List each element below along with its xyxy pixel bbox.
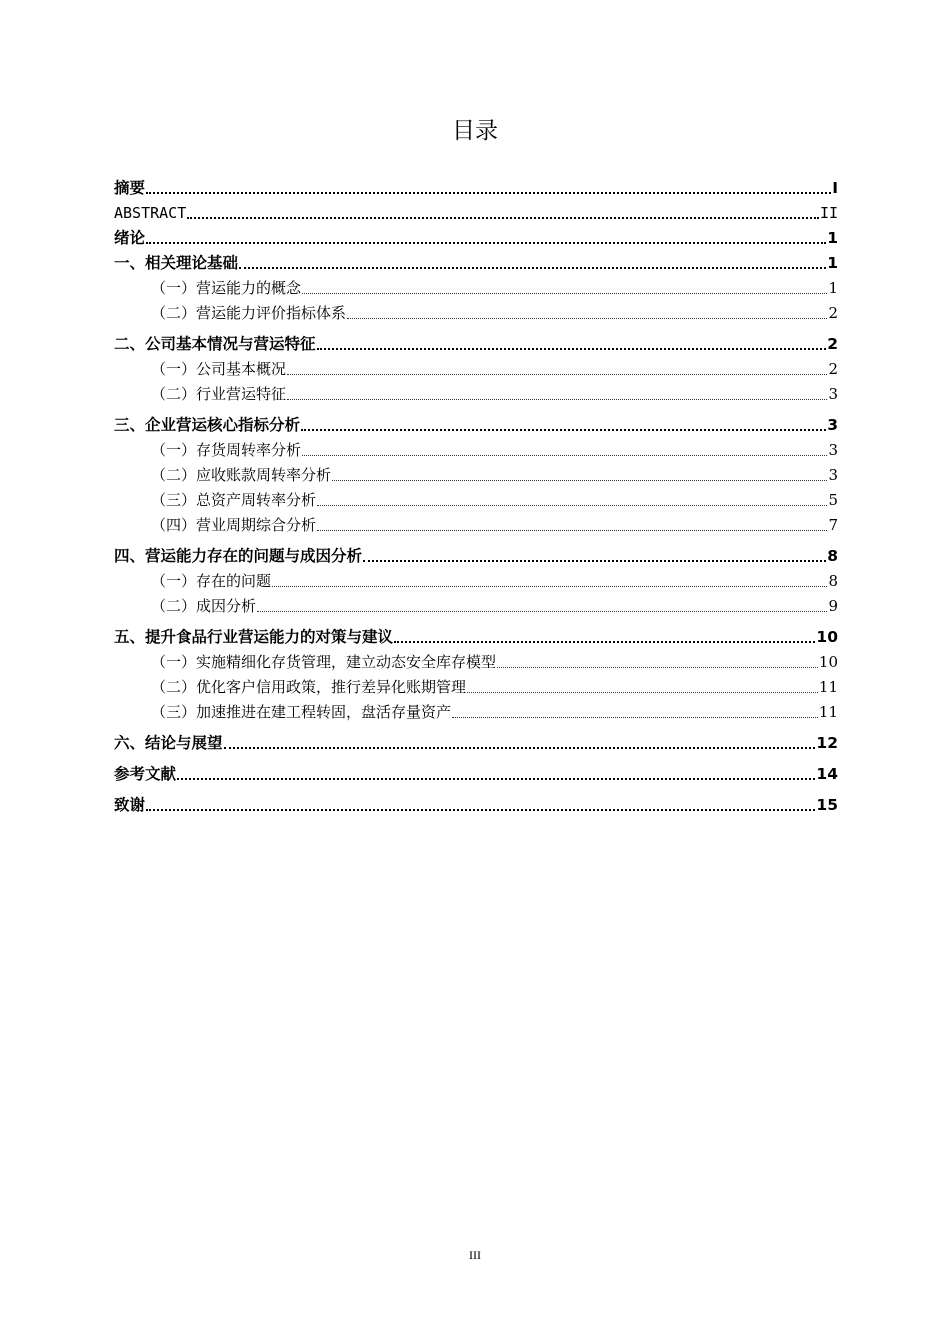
toc-entry-page-number: 1 [827, 254, 838, 272]
toc-entry-page-number: 7 [828, 516, 838, 534]
toc-dot-leader [287, 399, 827, 400]
toc-entry-page-number: 14 [816, 765, 838, 783]
toc-entry-title: （二）营运能力评价指标体系 [151, 304, 347, 322]
toc-entry-page-number: 3 [828, 466, 838, 484]
toc-dot-leader [146, 242, 826, 244]
toc-entry-title: 一、相关理论基础 [114, 254, 239, 272]
toc-entry-page-number: 10 [816, 628, 838, 646]
toc-entry-title: ABSTRACT [114, 204, 187, 222]
toc-entry-title: （三）加速推进在建工程转固，盘活存量资产 [151, 703, 452, 721]
toc-dot-leader [257, 611, 827, 612]
toc-entry-title: （一）公司基本概况 [151, 360, 287, 378]
toc-entry-chapter[interactable] [114, 793, 838, 818]
toc-entry-title: （二）成因分析 [151, 597, 257, 615]
toc-dot-leader [287, 374, 827, 375]
toc-entry-page-number: 3 [827, 416, 838, 434]
toc-entry-section[interactable] [114, 513, 838, 538]
table-of-contents [114, 176, 838, 818]
toc-entry-chapter[interactable] [114, 251, 838, 276]
toc-entry-section[interactable] [114, 438, 838, 463]
toc-entry-section[interactable] [114, 276, 838, 301]
toc-entry-page-number: 2 [827, 335, 838, 353]
toc-entry-page-number: 11 [818, 678, 838, 696]
page-title: 目录 [452, 118, 498, 144]
toc-entry-title: 五、提升食品行业营运能力的对策与建议 [114, 628, 394, 646]
toc-entry-title: 参考文献 [114, 765, 177, 783]
toc-entry-page-number: 3 [828, 385, 838, 403]
toc-entry-page-number: 9 [828, 597, 838, 615]
toc-entry-page-number: 15 [816, 796, 838, 814]
toc-entry-chapter[interactable] [114, 332, 838, 357]
toc-entry-page-number: II [819, 204, 838, 222]
toc-entry-chapter[interactable] [114, 226, 838, 251]
toc-entry-chapter[interactable] [114, 762, 838, 787]
toc-entry-page-number: 1 [828, 279, 838, 297]
toc-dot-leader [272, 586, 827, 587]
toc-entry-title: 二、公司基本情况与营运特征 [114, 335, 316, 353]
toc-dot-leader [332, 480, 827, 481]
toc-entry-page-number: 8 [828, 572, 838, 590]
toc-dot-leader [347, 318, 827, 319]
toc-dot-leader [177, 778, 815, 780]
toc-entry-title: 绪论 [114, 229, 146, 247]
toc-dot-leader [224, 747, 816, 749]
toc-entry-chapter[interactable] [114, 625, 838, 650]
toc-entry-title: 三、企业营运核心指标分析 [114, 416, 301, 434]
toc-entry-section[interactable] [114, 700, 838, 725]
toc-entry-title: （二）应收账款周转率分析 [151, 466, 332, 484]
toc-entry-title: （一）营运能力的概念 [151, 279, 302, 297]
toc-entry-page-number: 2 [828, 304, 838, 322]
toc-entry-chapter[interactable] [114, 413, 838, 438]
toc-entry-page-number: I [832, 179, 838, 197]
page-number: III [469, 1248, 481, 1262]
toc-entry-title: 六、结论与展望 [114, 734, 223, 752]
toc-entry-title: （一）实施精细化存货管理，建立动态安全库存模型 [151, 653, 497, 671]
toc-dot-leader [146, 809, 815, 811]
toc-entry-page-number: 11 [818, 703, 838, 721]
toc-dot-leader [239, 267, 826, 269]
toc-dot-leader [394, 641, 815, 643]
toc-entry-section[interactable] [114, 594, 838, 619]
toc-entry-page-number: 12 [816, 734, 838, 752]
toc-entry-chapter[interactable] [114, 201, 838, 226]
toc-dot-leader [467, 692, 818, 693]
toc-dot-leader [363, 560, 826, 562]
toc-entry-section[interactable] [114, 382, 838, 407]
toc-entry-section[interactable] [114, 569, 838, 594]
toc-entry-page-number: 1 [827, 229, 838, 247]
toc-entry-title: （三）总资产周转率分析 [151, 491, 317, 509]
toc-entry-title: （一）存在的问题 [151, 572, 272, 590]
toc-dot-leader [146, 192, 831, 194]
toc-entry-section[interactable] [114, 650, 838, 675]
toc-entry-title: （二）优化客户信用政策，推行差异化账期管理 [151, 678, 467, 696]
toc-entry-page-number: 2 [828, 360, 838, 378]
toc-entry-section[interactable] [114, 488, 838, 513]
toc-entry-chapter[interactable] [114, 731, 838, 756]
toc-dot-leader [317, 348, 827, 350]
toc-entry-title: 摘要 [114, 179, 146, 197]
toc-entry-page-number: 5 [828, 491, 838, 509]
toc-dot-leader [301, 429, 826, 431]
toc-dot-leader [302, 455, 827, 456]
toc-entry-title: 四、营运能力存在的问题与成因分析 [114, 547, 363, 565]
toc-entry-page-number: 3 [828, 441, 838, 459]
toc-entry-chapter[interactable] [114, 544, 838, 569]
toc-entry-page-number: 10 [818, 653, 838, 671]
toc-entry-title: （二）行业营运特征 [151, 385, 287, 403]
toc-entry-title: （一）存货周转率分析 [151, 441, 302, 459]
toc-entry-title: （四）营业周期综合分析 [151, 516, 317, 534]
toc-dot-leader [452, 717, 818, 718]
toc-dot-leader [497, 667, 818, 668]
toc-entry-chapter[interactable] [114, 176, 838, 201]
toc-dot-leader [317, 530, 827, 531]
toc-entry-section[interactable] [114, 357, 838, 382]
toc-entry-title: 致谢 [114, 796, 146, 814]
toc-entry-section[interactable] [114, 463, 838, 488]
toc-dot-leader [317, 505, 827, 506]
toc-entry-page-number: 8 [827, 547, 838, 565]
toc-entry-section[interactable] [114, 301, 838, 326]
toc-entry-section[interactable] [114, 675, 838, 700]
toc-dot-leader [302, 293, 827, 294]
toc-dot-leader [187, 217, 819, 219]
